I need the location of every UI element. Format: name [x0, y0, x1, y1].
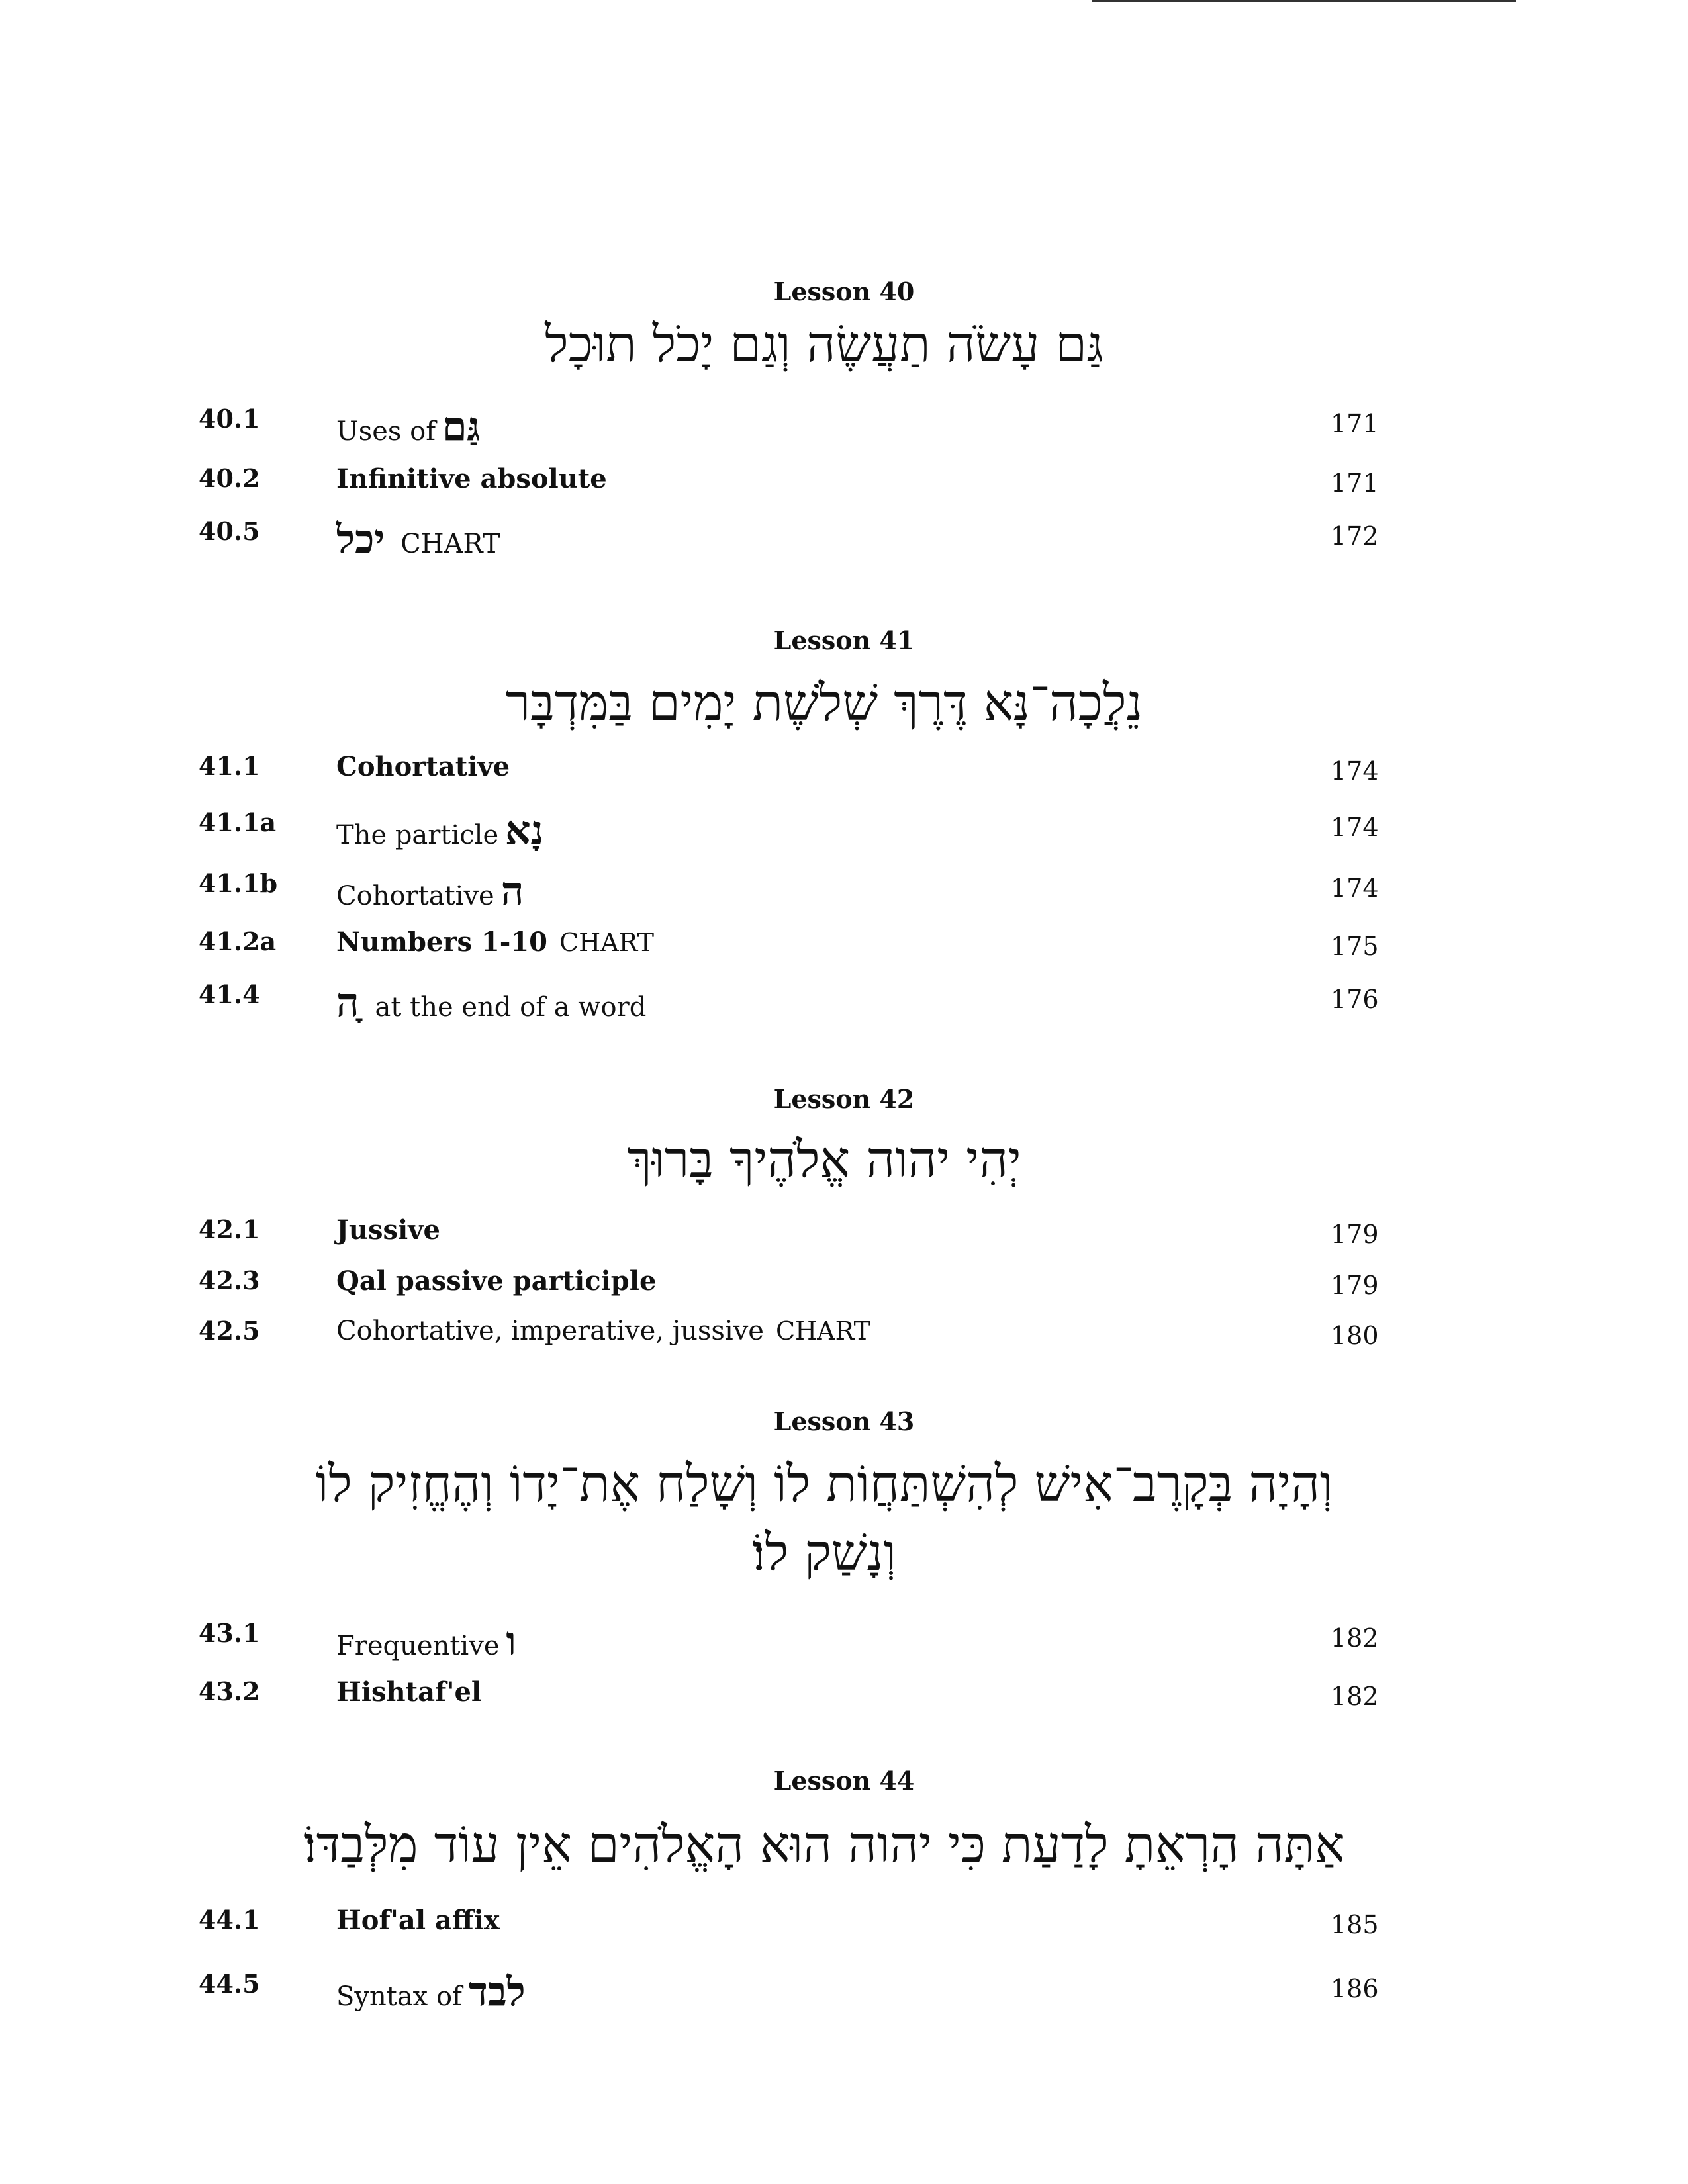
toc-entry[interactable] [0, 1265, 1688, 1318]
lesson-42-hebrew: יְהִי יהוה אֱלֹהֶיךָ בָּרוּךְ [627, 1130, 1021, 1189]
page-number: 174 [1331, 756, 1379, 786]
hebrew-word: לבד [468, 1969, 526, 2015]
lesson-40-hebrew: גַּם עָשֹׂה תַעֲשֶׂה וְגַם יָכֹל תוּכָל [545, 314, 1103, 373]
section-title: at the end of a word [375, 992, 647, 1023]
section-number: 44.1 [199, 1905, 260, 1934]
toc-entry[interactable] [0, 1676, 1688, 1729]
section-number: 42.5 [199, 1316, 260, 1345]
section-number: 43.1 [199, 1618, 260, 1648]
toc-entry[interactable] [0, 807, 1688, 860]
toc-entry[interactable] [0, 404, 1688, 457]
page-number: 182 [1331, 1623, 1379, 1653]
hebrew-letter: ָה [336, 979, 359, 1026]
lesson-41-title: Lesson 41 [773, 625, 915, 655]
section-number: 44.5 [199, 1969, 260, 1999]
toc-entry[interactable] [0, 516, 1688, 569]
lesson-43-title: Lesson 43 [773, 1406, 915, 1436]
section-number: 40.5 [199, 516, 260, 546]
page-number: 175 [1331, 932, 1379, 961]
section-title: Jussive [336, 1214, 440, 1246]
toc-entry[interactable] [0, 1618, 1688, 1671]
page-number: 171 [1331, 469, 1379, 498]
section-number: 42.1 [199, 1214, 260, 1244]
section-title: Uses of [336, 416, 436, 447]
lesson-41-hebrew: נֵלֲכָה־נָּא דֶּרֶךְ שְׁלֹשֶׁת יָמִים בַּמִּדְבָּר [505, 673, 1143, 732]
page-number: 186 [1331, 1974, 1379, 2003]
toc-entry[interactable] [0, 1905, 1688, 1958]
section-number: 41.2a [199, 927, 277, 956]
section-number: 41.1a [199, 807, 277, 837]
section-title: Infinitive absolute [336, 463, 607, 494]
toc-entry[interactable] [0, 1214, 1688, 1267]
section-title: Hishtaf'el [336, 1676, 482, 1707]
section-number: 41.1 [199, 751, 260, 781]
section-title: Hof'al affix [336, 1905, 500, 1936]
toc-entry[interactable] [0, 1969, 1688, 2022]
hebrew-word: גַּם [442, 404, 481, 450]
page-number: 179 [1331, 1220, 1379, 1249]
section-title: Cohortative [336, 751, 510, 782]
lesson-40-title: Lesson 40 [773, 277, 915, 306]
toc-entry[interactable] [0, 463, 1688, 516]
toc-entry[interactable] [0, 927, 1688, 979]
hebrew-letter: ו [506, 1618, 516, 1664]
page-number: 174 [1331, 813, 1379, 842]
section-title: Qal passive participle [336, 1265, 657, 1297]
section-number: 40.1 [199, 404, 260, 433]
top-rule [1092, 0, 1516, 2]
chart-label: CHART [559, 928, 654, 957]
toc-entry[interactable] [0, 868, 1688, 921]
page-number: 174 [1331, 874, 1379, 903]
hebrew-letter: ה [500, 868, 524, 915]
toc-entry[interactable] [0, 751, 1688, 804]
page-number: 172 [1331, 522, 1379, 551]
section-title: Frequentive [336, 1631, 500, 1661]
lesson-43-hebrew: וְהָיָה בְּקָרֶב־אִישׁ לְהִשְׁתַּחֲוֹת לוֹ וְשָׁלַח אֶת־יָדוֹ וְהֶחֱזִיק לוֹ וְנָשַׁק לוֹ׃ [315, 1454, 1333, 1582]
section-number: 42.3 [199, 1265, 260, 1295]
page-number: 176 [1331, 985, 1379, 1014]
hebrew-word: נָא [505, 807, 544, 854]
section-number: 40.2 [199, 463, 260, 493]
page-number: 182 [1331, 1682, 1379, 1711]
page-number: 179 [1331, 1271, 1379, 1300]
section-number: 41.4 [199, 979, 260, 1009]
page-number: 180 [1331, 1321, 1379, 1350]
page-number: 185 [1331, 1910, 1379, 1939]
section-title: The particle [336, 820, 499, 850]
section-number: 41.1b [199, 868, 278, 898]
section-title: Cohortative [336, 881, 494, 911]
lesson-42-title: Lesson 42 [773, 1084, 915, 1114]
toc-entry[interactable] [0, 1316, 1688, 1369]
chart-label: CHART [775, 1316, 870, 1345]
section-title: Numbers 1-10 [336, 927, 548, 958]
chart-label: CHART [400, 529, 500, 559]
toc-entry[interactable] [0, 979, 1688, 1032]
lesson-44-hebrew: אַתָּה הָרְאֵתָ לָדַעַת כִּי יהוה הוּא הָאֱלֹהִים אֵין עוֹד מִלְּבַדּוֹ׃ [303, 1815, 1345, 1874]
section-number: 43.2 [199, 1676, 260, 1706]
page-number: 171 [1331, 409, 1379, 438]
lesson-44-title: Lesson 44 [773, 1766, 915, 1796]
hebrew-word: יכל [336, 516, 385, 563]
section-title: Syntax of [336, 1981, 462, 2012]
section-title: Cohortative, imperative, jussive [336, 1316, 764, 1346]
